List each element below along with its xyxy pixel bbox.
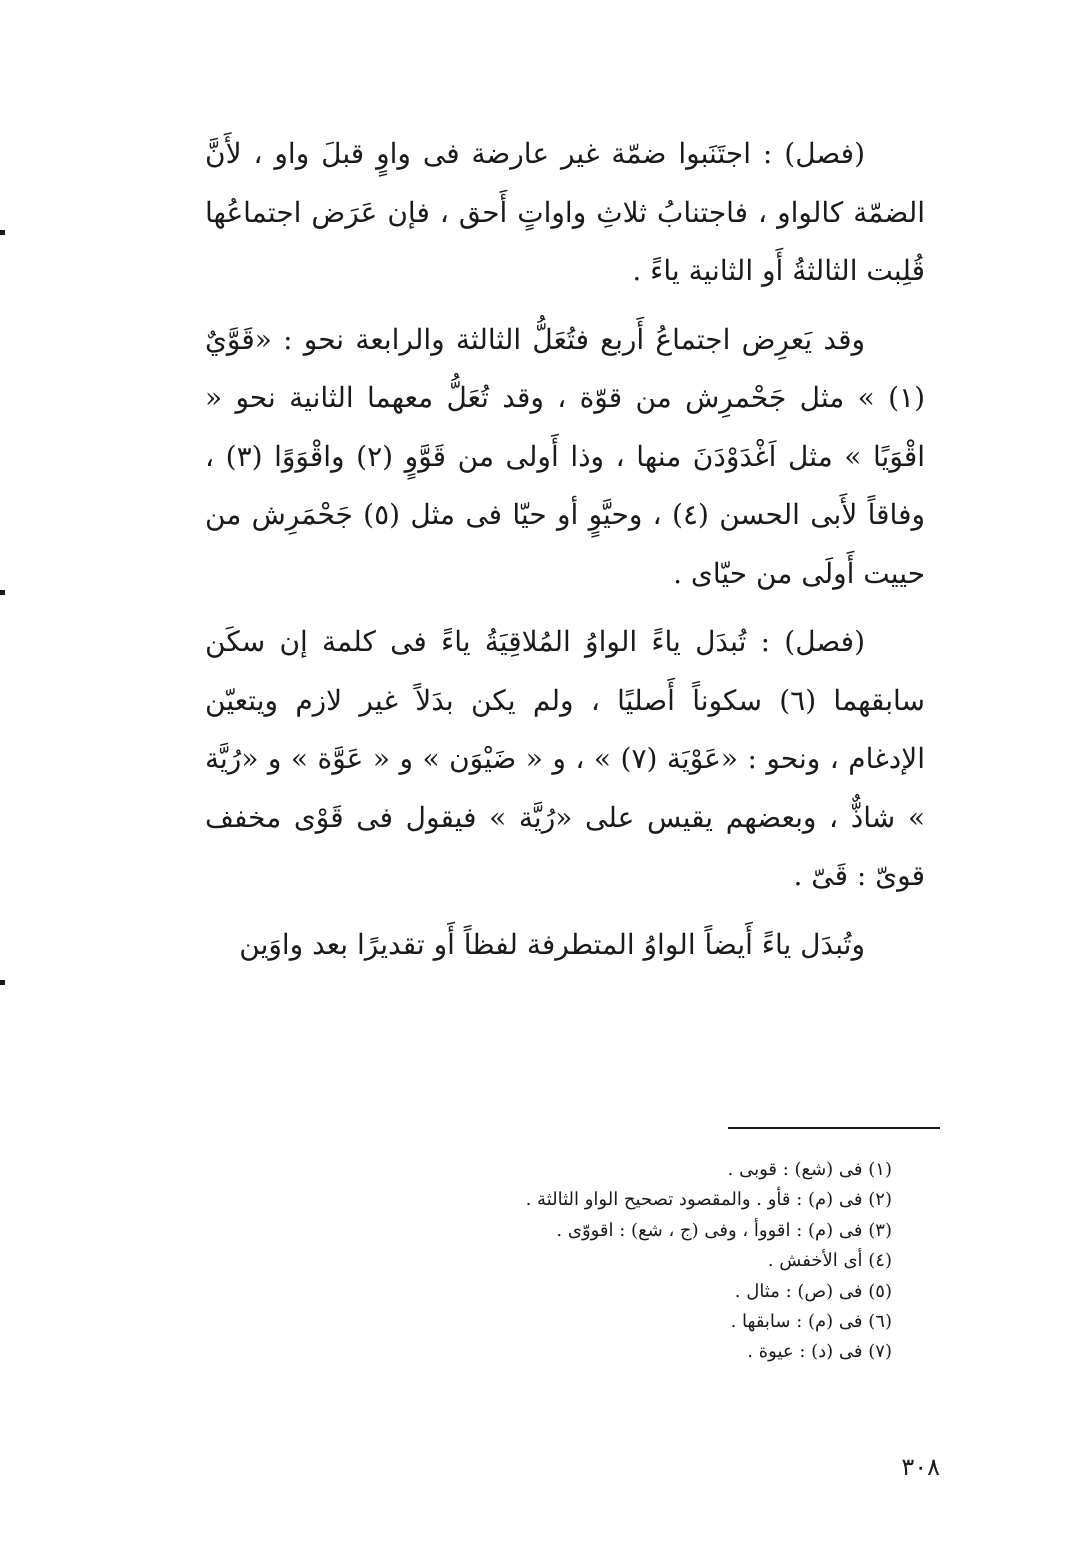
scan-edge-mark <box>0 590 5 595</box>
paragraph-fasl-2: (فصل) : تُبدَل ياءً الواوُ المُلاقِيَةُ ياءً فى كلمة إن سكَن سابقهما (٦) سكوناً أَصليًا ، ولم يكن بدَلاً غير لازم ويتعيّن الإدغام ، ونحو : «عَوْيَة (٧) » ، و « ضَيْوَن » و « عَوَّة » و «رُيَّة » شاذٌّ ، وبعضهم يقيس على «رُيَّة » فيقول فى قَوْى مخفف قوىّ : قَىّ . <box>205 625 926 892</box>
paragraph-arba: وقد يَعرِض اجتماعُ أَربع فتُعَلُّ الثالثة والرابعة نحو : «قَوَّيٌ (١) » مثل جَحْمرِش من قوّة ، وقد تُعَلُّ معهما الثانية نحو « اقْوَيًا » مثل اَغْدَوْدَنَ منها ، وذا أَولى من قَوَّوٍ (٢) واقْوَوًا (٣) ، وفاقاً لأَبى الحسن (٤) ، وحيَّوٍ أو حيّا فى مثل (٥) جَحْمَرِش من حييت أَولَى من حيّاى . <box>205 322 925 590</box>
footnote-text: فى (م) : سابقها . <box>730 1311 863 1333</box>
footnote <box>300 1246 892 1276</box>
scan-edge-mark <box>0 230 5 235</box>
footnote-text: أى الأخفش . <box>767 1250 863 1272</box>
footnote-separator <box>728 1127 940 1129</box>
footnote-text: فى (د) : عيوة . <box>747 1341 863 1363</box>
footnote-text: فى (م) : قأو . والمقصود تصحيح الواو الثالثة . <box>525 1189 863 1211</box>
scan-edge-mark <box>0 980 5 985</box>
footnote <box>300 1185 892 1215</box>
footnote-label: (٢) <box>868 1189 892 1211</box>
footnote-label: (٤) <box>868 1250 892 1272</box>
footnote <box>300 1307 892 1337</box>
footnote <box>300 1277 892 1307</box>
main-text <box>205 125 925 974</box>
paragraph-tubdal: وتُبدَل ياءً أَيضاً الواوُ المتطرفة لفظاً أَو تقديرًا بعد واوَين <box>239 927 865 961</box>
footnotes-list <box>300 1155 892 1368</box>
footnote-text: فى (م) : اقووأ ، وفى (ج ، شع) : اقووّى . <box>556 1219 863 1241</box>
footnote <box>300 1155 892 1185</box>
footnote <box>300 1216 892 1246</box>
footnote-text: فى (ص) : مثال . <box>734 1280 863 1302</box>
footnote-label: (٥) <box>868 1280 892 1302</box>
footnote-text: فى (شع) : قوبى . <box>727 1159 863 1180</box>
page-number: ٣٠٨ <box>901 1453 940 1481</box>
footnote-label: (١) <box>868 1159 892 1180</box>
footnote-label: (٣) <box>868 1219 892 1241</box>
footnote <box>300 1337 892 1367</box>
footnote-label: (٧) <box>868 1341 892 1363</box>
footnote-label: (٦) <box>868 1311 892 1333</box>
paragraph-fasl-1: (فصل) : اجتَنَبوا ضمّة غير عارضة فى واوٍ قبلَ واو ، لأَنَّ الضمّة كالواو ، فاجتنابُ ثلاثِ واواتٍ أَحق ، فإن عَرَض اجتماعُها قُلِبت الثالثةُ أَو الثانية ياءً . <box>205 137 925 287</box>
